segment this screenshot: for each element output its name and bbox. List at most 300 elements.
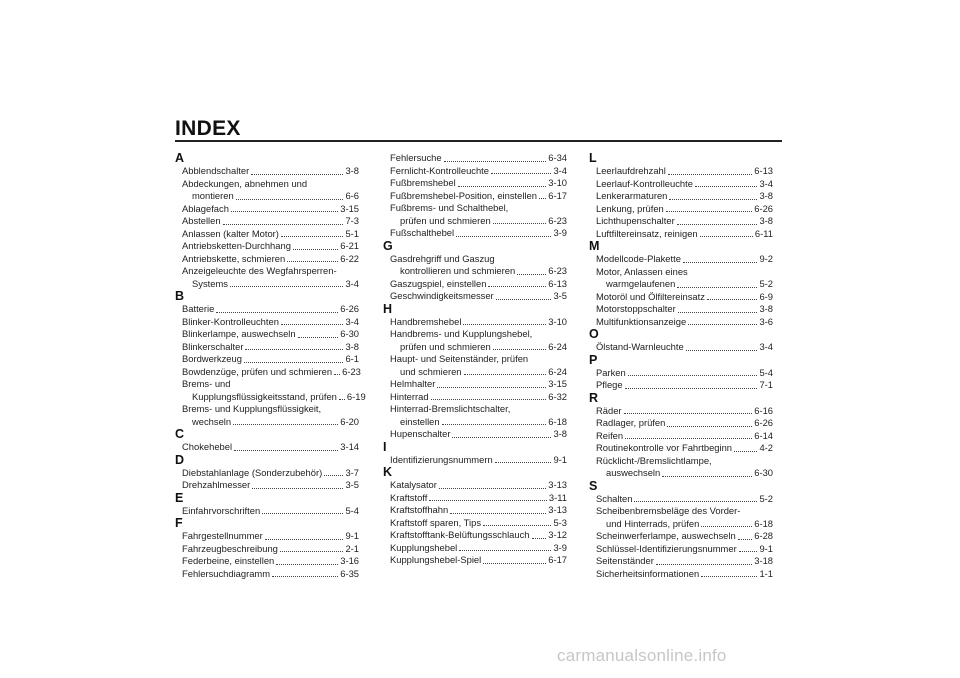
index-entry-row [390, 504, 567, 517]
index-entry-text: Geschwindigkeitsmesser [390, 290, 494, 301]
index-entry-row [182, 328, 359, 341]
watermark: carmanualsonline.info [557, 646, 727, 665]
dot-leader [450, 513, 546, 514]
index-entry-line: Brems- und Kupplungsflüssigkeit, [182, 403, 322, 414]
index-entry-page: 6-17 [548, 554, 567, 565]
index-entry [175, 378, 366, 403]
index-entry-page: 6-35 [340, 567, 359, 579]
dot-leader [458, 186, 547, 187]
index-entry [589, 505, 773, 530]
index-entry-text: warmgelaufenen [606, 278, 676, 289]
index-entry-text: Leerlauf-Kontrolleuchte [596, 177, 693, 189]
index-entry-page: 3-18 [754, 555, 773, 566]
index-entry-page: 6-30 [340, 328, 359, 339]
dot-leader [444, 161, 547, 162]
index-entry-row [390, 341, 567, 354]
index-entry-line: Brems- und [182, 378, 231, 389]
index-entry-page: 3-4 [345, 277, 359, 289]
index-entry-page: 6-18 [548, 415, 567, 427]
index-entry-text: Batterie [182, 303, 215, 314]
dot-leader [265, 539, 344, 540]
dot-leader [662, 476, 752, 477]
index-entry-line: Haupt- und Seitenständer, prüfen [390, 353, 529, 364]
dot-leader [677, 287, 757, 288]
index-entry [589, 316, 773, 329]
index-entry-row [596, 190, 773, 203]
index-entry-page: 6-26 [340, 303, 359, 314]
index-entry-row [182, 165, 359, 178]
index-entry-row [182, 190, 359, 203]
index-entry-page: 6-6 [345, 190, 359, 201]
index-entry-row [390, 554, 567, 567]
index-entry-row [390, 265, 567, 278]
index-entry-row [390, 517, 567, 530]
index-entry-page: 6-28 [754, 530, 773, 541]
dot-leader [695, 186, 758, 187]
index-entry-page: 3-11 [548, 491, 567, 503]
index-entry [589, 417, 773, 430]
index-entry-page: 9-1 [759, 542, 773, 554]
index-entry-row [596, 379, 773, 392]
index-entry [383, 529, 567, 542]
index-entry [383, 378, 567, 391]
index-entry [589, 543, 773, 556]
index-entry-page: 3-15 [340, 202, 359, 214]
title-rule [175, 140, 782, 142]
index-entry-page: 6-19 [346, 390, 366, 402]
dot-leader [669, 199, 757, 200]
index-letter: H [383, 301, 393, 316]
index-entry [383, 165, 567, 178]
index-entry-row [182, 353, 359, 366]
index-entry-text: Fahrzeugbeschreibung [182, 542, 278, 554]
index-letter: G [383, 238, 393, 253]
dot-leader [324, 475, 343, 476]
index-entry [175, 203, 359, 216]
index-entry-text: Kraftstofftank-Belüftungsschlauch [390, 529, 530, 540]
dot-leader [483, 525, 551, 526]
index-entry [589, 266, 773, 291]
index-entry-page: 5-4 [345, 504, 359, 516]
index-entry-page: 3-14 [340, 441, 359, 452]
dot-leader [668, 174, 752, 175]
index-entry-page: 4-2 [759, 442, 773, 453]
index-letter: A [175, 151, 185, 165]
dot-leader [339, 399, 345, 400]
dot-leader [245, 349, 343, 350]
index-letter: S [589, 478, 598, 493]
dot-leader [234, 450, 338, 451]
index-entry-page: 6-24 [548, 340, 567, 352]
index-entry-page: 6-34 [548, 152, 567, 163]
dot-leader [231, 211, 338, 212]
index-entry-row [596, 442, 773, 455]
dot-leader [429, 500, 547, 501]
index-entry-text: Drehzahlmesser [182, 479, 251, 490]
dot-leader [517, 274, 546, 275]
index-entry-page: 3-13 [548, 479, 567, 490]
index-entry [589, 165, 773, 178]
index-entry-text: Seitenständer [596, 555, 654, 566]
index-letter: C [175, 427, 185, 441]
index-column-3 [589, 152, 773, 580]
index-entry-line: Hinterrad-Bremslichtschalter, [390, 403, 511, 414]
index-entry [589, 367, 773, 380]
index-entry-page: 5-2 [759, 492, 773, 504]
index-entry-text: Lenkung, prüfen [596, 202, 664, 214]
index-entry [589, 530, 773, 543]
index-entry-row [390, 227, 567, 240]
index-entry-text: Einfahrvorschriften [182, 504, 261, 516]
index-entry-line: Abdeckungen, abnehmen und [182, 177, 308, 189]
index-entry-row [596, 367, 773, 380]
index-entry [589, 291, 773, 304]
index-entry-text: einstellen [400, 415, 440, 427]
index-entry [589, 442, 773, 455]
dot-leader [442, 424, 547, 425]
index-entry-text: Federbeine, einstellen [182, 555, 275, 566]
index-entry [383, 328, 567, 353]
index-entry-row [182, 543, 359, 556]
index-entry-text: Leerlaufdrehzahl [596, 165, 666, 176]
index-entry-text: Lichthupenschalter [596, 215, 675, 226]
index-letter: K [383, 465, 393, 479]
index-entry-row [390, 416, 567, 429]
index-entry-text: Blinker-Kontrolleuchten [182, 315, 279, 327]
index-entry [589, 178, 773, 191]
index-entry-page: 6-17 [548, 189, 567, 201]
index-entry-row [182, 366, 359, 379]
index-entry-text: Fußschalthebel [390, 227, 455, 238]
index-entry-row [596, 467, 773, 480]
index-entry-text: Anlassen (kalter Motor) [182, 227, 279, 239]
index-entry-text: Kraftstoff [390, 491, 428, 503]
index-entry [589, 203, 773, 216]
index-letter: R [589, 390, 599, 405]
index-entry-line: Handbrems- und Kupplungshebel, [390, 328, 533, 339]
index-entry-line: Anzeigeleuchte des Wegfahrsperren- [182, 265, 337, 276]
index-entry-row [390, 190, 567, 203]
index-entry-page: 6-26 [754, 417, 773, 428]
index-entry-text: Fußbremshebel-Position, einstellen [390, 189, 537, 201]
index-entry-text: Pflege [596, 379, 623, 390]
index-entry-row [182, 479, 359, 492]
dot-leader [491, 173, 551, 174]
index-entry-page: 6-11 [754, 227, 773, 239]
index-entry [175, 543, 359, 556]
dot-leader [251, 174, 343, 175]
index-entry-row [390, 378, 567, 391]
index-entry-text: Abblendschalter [182, 165, 250, 176]
index-entry-text: und schmieren [400, 365, 462, 377]
index-entry-page: 5-2 [759, 278, 773, 289]
index-entry [383, 479, 567, 492]
index-entry-page: 3-8 [759, 190, 773, 201]
dot-leader [230, 286, 343, 287]
index-entry [383, 278, 567, 291]
dot-leader [456, 236, 551, 237]
index-entry [589, 455, 773, 480]
index-entry-row [596, 530, 773, 543]
index-entry-page: 3-4 [759, 341, 773, 352]
dot-leader [677, 224, 758, 225]
index-entry-row [390, 428, 567, 441]
index-entry [383, 177, 567, 190]
dot-leader [272, 576, 338, 577]
dot-leader [496, 299, 552, 300]
index-entry [175, 555, 359, 568]
index-entry [589, 493, 773, 506]
index-entry-text: Bowdenzüge, prüfen und schmieren [182, 365, 333, 377]
index-entry-text: auswechseln [606, 467, 661, 478]
index-entry-page: 3-6 [759, 315, 773, 327]
index-letter: P [589, 352, 598, 367]
index-entry-text: Systems [192, 277, 228, 289]
index-entry [383, 504, 567, 517]
index-entry [589, 430, 773, 443]
index-entry-page: 3-15 [548, 378, 567, 389]
index-entry [383, 403, 567, 428]
index-entry-page: 3-9 [553, 541, 567, 553]
index-entry-page: 6-22 [340, 252, 359, 264]
index-entry-row [390, 529, 567, 542]
index-entry-page: 5-4 [759, 366, 773, 378]
index-entry [175, 441, 359, 454]
dot-leader [628, 375, 758, 376]
index-letter: D [175, 452, 185, 467]
index-entry-row [390, 177, 567, 190]
dot-leader [495, 462, 552, 463]
index-entry-text: Radlager, prüfen [596, 417, 666, 428]
index-entry [175, 316, 359, 329]
index-entry-line: Rücklicht-/Bremslichtlampe, [596, 454, 712, 466]
index-entry-page: 2-1 [345, 542, 359, 554]
index-entry-row [596, 430, 773, 443]
index-entry-page: 9-1 [345, 530, 359, 541]
index-entry-text: Fehlersuche [390, 152, 442, 163]
index-entry-page: 7-3 [345, 215, 359, 226]
index-entry-text: Fahrgestellnummer [182, 530, 263, 541]
index-entry-page: 6-9 [759, 290, 773, 302]
index-entry-page: 3-4 [759, 177, 773, 189]
index-entry-page: 6-13 [754, 165, 773, 176]
index-entry-row [596, 165, 773, 178]
dot-leader [431, 399, 547, 400]
index-entry [589, 303, 773, 316]
index-entry [175, 303, 359, 316]
index-entry-page: 6-16 [754, 404, 773, 416]
index-column-2 [383, 152, 567, 567]
dot-leader [223, 224, 344, 225]
index-entry-page: 3-8 [553, 428, 567, 439]
index-entry-row [182, 240, 359, 253]
index-entry-text: Multifunktionsanzeige [596, 315, 687, 327]
index-letter: M [589, 239, 600, 253]
index-entry-text: und Hinterrads, prüfen [606, 517, 700, 529]
index-entry-text: Chokehebel [182, 441, 233, 452]
index-entry-row [182, 341, 359, 354]
index-entry-page: 1-1 [759, 567, 773, 579]
index-entry-page: 5-1 [345, 227, 359, 239]
index-letter: O [589, 327, 599, 341]
index-letter: B [175, 289, 185, 303]
index-entry-row [182, 530, 359, 543]
index-entry-text: Modellcode-Plakette [596, 253, 681, 264]
index-entry [175, 341, 359, 354]
index-entry-text: Kupplungsflüssigkeitsstand, prüfen [192, 390, 337, 402]
index-entry-row [596, 417, 773, 430]
index-entry-text: Routinekontrolle vor Fahrtbeginn [596, 442, 733, 453]
dot-leader [539, 198, 546, 199]
index-entry-row [596, 493, 773, 506]
dot-leader [666, 211, 752, 212]
index-entry-text: Motorstoppschalter [596, 303, 676, 314]
index-entry-row [390, 152, 567, 165]
index-entry [175, 328, 359, 341]
index-entry-row [596, 316, 773, 329]
index-entry-text: Hupenschalter [390, 428, 451, 439]
index-entry-row [182, 278, 359, 291]
index-entry-text: Katalysator [390, 479, 437, 490]
index-entry-row [390, 454, 567, 467]
index-entry-text: Kraftstoff sparen, Tips [390, 516, 482, 528]
index-entry-row [182, 316, 359, 329]
dot-leader [298, 337, 339, 338]
index-entry-row [182, 228, 359, 241]
index-entry-text: Motoröl und Ölfiltereinsatz [596, 290, 705, 302]
index-entry-page: 6-14 [754, 429, 773, 441]
dot-leader [464, 374, 547, 375]
index-entry-row [390, 165, 567, 178]
index-entry [383, 391, 567, 404]
dot-leader [252, 488, 343, 489]
dot-leader [233, 424, 338, 425]
dot-leader [483, 563, 546, 564]
index-entry-page: 3-8 [345, 340, 359, 352]
index-entry-text: prüfen und schmieren [400, 214, 491, 226]
index-entry-row [596, 291, 773, 304]
index-entry [175, 403, 359, 428]
index-entry-page: 3-5 [345, 479, 359, 490]
index-entry-text: Reifen [596, 429, 624, 441]
index-entry-text: Antriebskette, schmieren [182, 252, 286, 264]
index-entry [383, 353, 567, 378]
dot-leader [463, 324, 546, 325]
index-entry-text: prüfen und schmieren [400, 340, 491, 352]
index-entry [175, 228, 359, 241]
index-entry [589, 341, 773, 354]
index-entry-row [596, 303, 773, 316]
index-entry-page: 3-4 [345, 315, 359, 327]
index-entry [175, 505, 359, 518]
index-entry [383, 152, 567, 165]
dot-leader [216, 312, 338, 313]
index-entry-page: 3-10 [548, 315, 567, 327]
index-entry-text: Ölstand-Warnleuchte [596, 341, 684, 352]
index-letter: F [175, 516, 183, 530]
index-entry-text: Blinkerschalter [182, 340, 244, 352]
index-entry-text: Fehlersuchdiagramm [182, 567, 271, 579]
index-entry-row [182, 215, 359, 228]
index-entry-text: Kupplungshebel [390, 541, 458, 553]
index-entry [175, 530, 359, 543]
dot-leader [439, 488, 546, 489]
index-entry [383, 253, 567, 278]
index-entry [383, 554, 567, 567]
index-entry-page: 3-13 [548, 504, 567, 515]
dot-leader [452, 437, 551, 438]
index-entry-page: 3-16 [340, 555, 359, 566]
index-letter: L [589, 151, 597, 165]
index-entry-page: 3-12 [548, 529, 567, 540]
dot-leader [437, 387, 546, 388]
index-entry-row [596, 518, 773, 531]
index-entry-row [390, 316, 567, 329]
index-entry-page: 3-9 [553, 227, 567, 238]
dot-leader [625, 438, 752, 439]
dot-leader [262, 513, 343, 514]
index-entry-page: 6-13 [548, 277, 567, 289]
dot-leader [701, 576, 757, 577]
index-entry-page: 6-32 [548, 390, 567, 402]
dot-leader [276, 564, 338, 565]
dot-leader [700, 236, 753, 237]
index-entry-text: Fernlicht-Kontrolleuchte [390, 164, 490, 176]
index-column-1 [175, 151, 366, 580]
index-entry [589, 228, 773, 241]
index-entry-row [182, 441, 359, 454]
index-entry-row [596, 543, 773, 556]
dot-leader [334, 374, 340, 375]
dot-leader [667, 426, 752, 427]
dot-leader [532, 538, 547, 539]
index-entry [383, 454, 567, 467]
dot-leader [634, 501, 757, 502]
index-entry-line: Scheibenbremsbeläge des Vorder- [596, 505, 741, 516]
index-entry-row [390, 366, 567, 379]
index-entry-row [182, 203, 359, 216]
index-entry-page: 6-26 [754, 202, 773, 214]
dot-leader [293, 249, 338, 250]
index-entry-text: Schlüssel-Identifizierungsnummer [596, 542, 737, 554]
dot-leader [739, 551, 758, 552]
index-entry-line: Motor, Anlassen eines [596, 265, 688, 277]
dot-leader [280, 551, 344, 552]
index-entry [589, 190, 773, 203]
index-entry-row [182, 555, 359, 568]
index-entry-page: 6-23 [548, 265, 567, 276]
index-entry-row [596, 278, 773, 291]
index-entry-line: Gasdrehgriff und Gaszug [390, 252, 495, 264]
index-entry [175, 215, 359, 228]
index-entry [175, 253, 359, 266]
index-entry [383, 517, 567, 530]
index-entry-row [596, 215, 773, 228]
index-entry-row [390, 492, 567, 505]
index-entry-row [182, 416, 359, 429]
index-letter: I [383, 439, 387, 454]
index-entry-row [390, 278, 567, 291]
dot-leader [678, 312, 758, 313]
index-entry [589, 568, 773, 581]
index-entry-text: Scheinwerferlampe, auswechseln [596, 530, 736, 541]
index-entry-row [182, 505, 359, 518]
index-entry [589, 215, 773, 228]
index-entry-row [596, 405, 773, 418]
index-entry-text: Antriebsketten-Durchhang [182, 240, 291, 251]
dot-leader [493, 349, 547, 350]
index-entry-page: 3-8 [345, 165, 359, 176]
